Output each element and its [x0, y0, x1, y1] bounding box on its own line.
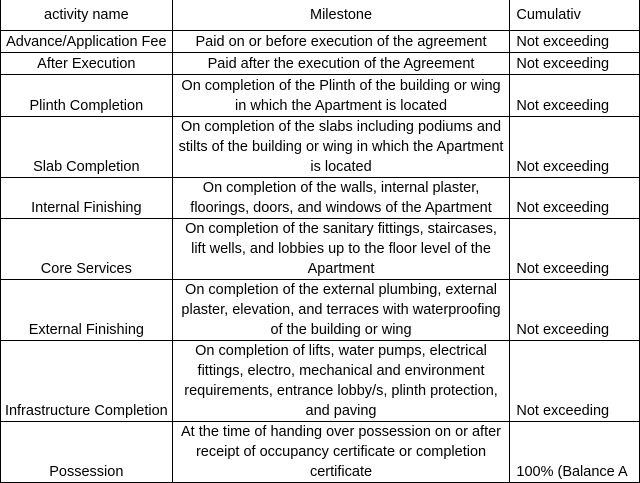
- activity-cell[interactable]: Advance/Application Fee: [1, 31, 173, 53]
- activity-cell[interactable]: Possession: [1, 422, 173, 483]
- milestone-line: requirements, entrance lobby/s, plinth protection,: [184, 383, 498, 399]
- milestone-line: lift wells, and lobbies up to the floor level of the: [191, 241, 491, 257]
- milestone-line: floorings, doors, and windows of the Apartment: [190, 200, 492, 216]
- activity-cell[interactable]: Infrastructure Completion: [1, 341, 173, 422]
- milestone-cell[interactable]: [172, 53, 510, 75]
- activity-cell[interactable]: After Execution: [1, 53, 173, 75]
- table-row: [1, 422, 640, 483]
- milestone-line: fittings, electro, mechanical and environment: [197, 363, 485, 379]
- cumulative-cell[interactable]: Not exceeding: [510, 53, 640, 75]
- milestone-line: receipt of occupancy certificate or completion: [195, 444, 487, 460]
- table-row: [1, 31, 640, 53]
- milestone-line: On completion of the sanitary fittings, staircases,: [185, 221, 497, 237]
- activity-cell[interactable]: Internal Finishing: [1, 178, 173, 219]
- activity-cell[interactable]: Core Services: [1, 219, 173, 280]
- table-row: [1, 75, 640, 117]
- cumulative-cell[interactable]: Not exceeding: [510, 280, 640, 341]
- header-milestone[interactable]: Milestone: [172, 0, 510, 31]
- milestone-cell[interactable]: [172, 422, 510, 483]
- header-cumulative[interactable]: Cumulativ: [510, 0, 640, 31]
- table-row: [1, 117, 640, 178]
- milestone-cell[interactable]: [172, 341, 510, 422]
- milestone-line: in which the Apartment is located: [235, 98, 448, 114]
- header-activity-name[interactable]: activity name: [1, 0, 173, 31]
- milestone-line: stilts of the building or wing in which the Apartment: [178, 139, 504, 155]
- cumulative-cell[interactable]: Not exceeding: [510, 31, 640, 53]
- milestone-line: certificate: [309, 464, 373, 480]
- milestone-cell[interactable]: [172, 117, 510, 178]
- milestone-cell[interactable]: [172, 178, 510, 219]
- table-row: [1, 280, 640, 341]
- table-row: [1, 178, 640, 219]
- milestone-line: Paid after the execution of the Agreement: [207, 56, 475, 72]
- milestone-line: On completion of the Plinth of the building or wing: [181, 78, 501, 94]
- milestone-line: and paving: [305, 403, 377, 419]
- milestone-cell[interactable]: [172, 75, 510, 117]
- cumulative-cell[interactable]: 100% (Balance A: [510, 422, 640, 483]
- cumulative-cell[interactable]: Not exceeding: [510, 117, 640, 178]
- activity-cell[interactable]: Slab Completion: [1, 117, 173, 178]
- milestone-cell[interactable]: [172, 219, 510, 280]
- milestone-line: is located: [310, 159, 372, 175]
- cumulative-cell[interactable]: Not exceeding: [510, 219, 640, 280]
- milestone-line: On completion of the slabs including podiums and: [181, 119, 502, 135]
- milestone-line: On completion of lifts, water pumps, electrical: [195, 343, 487, 359]
- milestone-line: Apartment: [307, 261, 375, 277]
- milestone-line: At the time of handing over possession on or after: [181, 424, 502, 440]
- table-row: [1, 219, 640, 280]
- milestone-line: Paid on or before execution of the agreement: [195, 34, 487, 50]
- cumulative-cell[interactable]: Not exceeding: [510, 341, 640, 422]
- activity-cell[interactable]: External Finishing: [1, 280, 173, 341]
- table-row: [1, 341, 640, 422]
- milestone-line: On completion of the external plumbing, external: [185, 282, 497, 298]
- table-row: [1, 53, 640, 75]
- cumulative-cell[interactable]: Not exceeding: [510, 178, 640, 219]
- cumulative-cell[interactable]: Not exceeding: [510, 75, 640, 117]
- activity-cell[interactable]: Plinth Completion: [1, 75, 173, 117]
- milestone-cell[interactable]: [172, 280, 510, 341]
- milestone-line: of the building or wing: [270, 322, 412, 338]
- milestone-line: plaster, elevation, and terraces with waterproofing: [181, 302, 501, 318]
- header-row: [1, 0, 640, 31]
- milestone-cell[interactable]: [172, 31, 510, 53]
- milestone-line: On completion of the walls, internal plaster,: [202, 180, 480, 196]
